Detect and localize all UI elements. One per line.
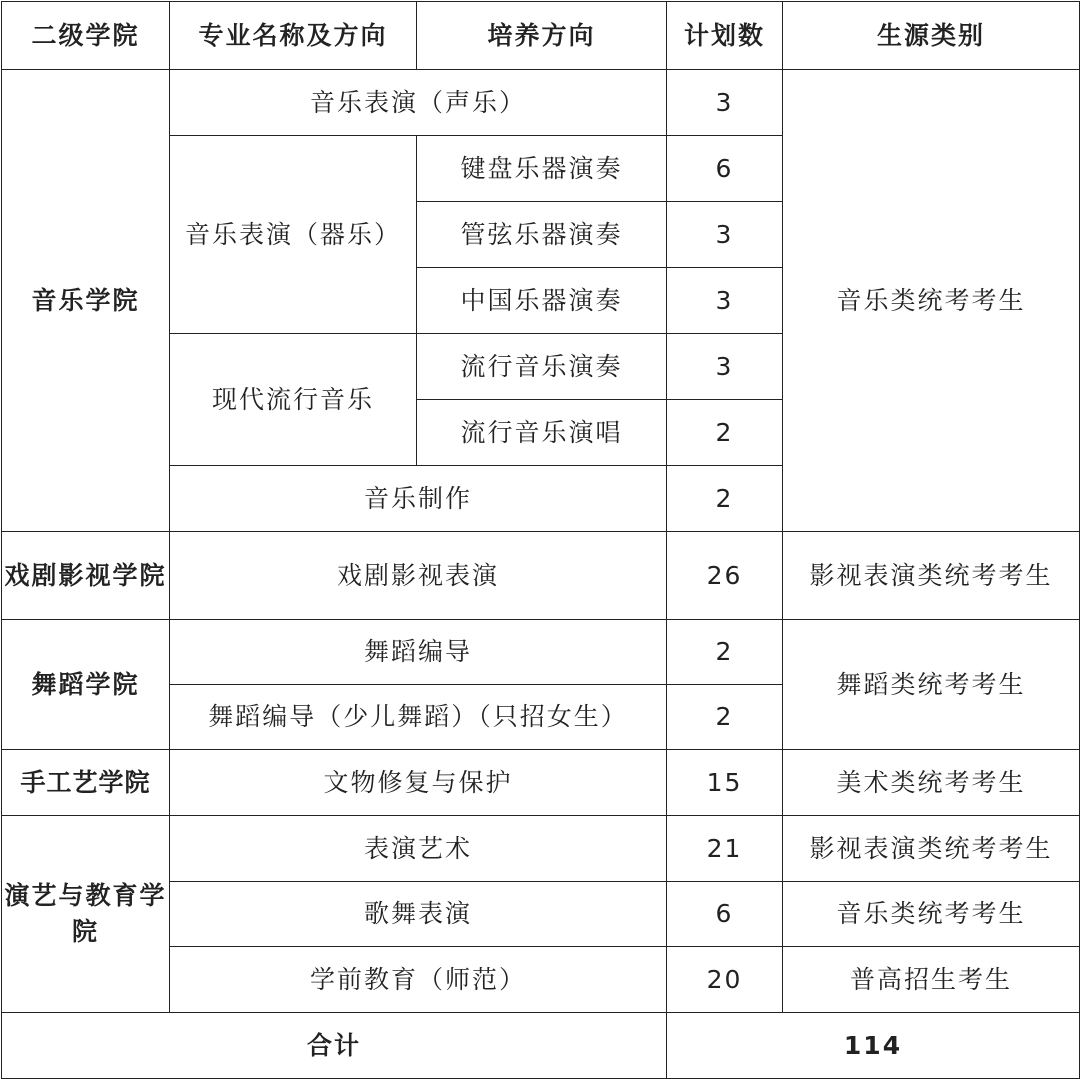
source-cell: 普高招生考生 bbox=[783, 947, 1080, 1013]
college-cell-dance: 舞蹈学院 bbox=[2, 620, 170, 750]
source-cell-music: 音乐类统考考生 bbox=[783, 70, 1080, 532]
direction-cell: 键盘乐器演奏 bbox=[417, 136, 667, 202]
header-plan: 计划数 bbox=[667, 2, 783, 70]
major-cell: 表演艺术 bbox=[170, 816, 667, 882]
major-cell: 歌舞表演 bbox=[170, 882, 667, 947]
source-cell: 音乐类统考考生 bbox=[783, 882, 1080, 947]
major-cell: 舞蹈编导 bbox=[170, 620, 667, 685]
plan-cell: 3 bbox=[667, 334, 783, 400]
major-cell: 音乐制作 bbox=[170, 466, 667, 532]
direction-cell: 管弦乐器演奏 bbox=[417, 202, 667, 268]
plan-cell: 2 bbox=[667, 685, 783, 750]
college-cell-music: 音乐学院 bbox=[2, 70, 170, 532]
plan-cell: 15 bbox=[667, 750, 783, 816]
source-cell-dance: 舞蹈类统考考生 bbox=[783, 620, 1080, 750]
plan-cell: 20 bbox=[667, 947, 783, 1013]
plan-cell: 21 bbox=[667, 816, 783, 882]
major-cell: 现代流行音乐 bbox=[170, 334, 417, 466]
major-cell: 舞蹈编导（少儿舞蹈）（只招女生） bbox=[170, 685, 667, 750]
college-cell-drama: 戏剧影视学院 bbox=[2, 532, 170, 620]
table-row bbox=[2, 70, 1080, 136]
plan-cell: 2 bbox=[667, 466, 783, 532]
plan-cell: 3 bbox=[667, 268, 783, 334]
header-row bbox=[2, 2, 1080, 70]
source-cell: 影视表演类统考考生 bbox=[783, 816, 1080, 882]
major-cell: 学前教育（师范） bbox=[170, 947, 667, 1013]
header-source: 生源类别 bbox=[783, 2, 1080, 70]
major-cell: 音乐表演（器乐） bbox=[170, 136, 417, 334]
college-cell-craft: 手工艺学院 bbox=[2, 750, 170, 816]
header-direction: 培养方向 bbox=[417, 2, 667, 70]
table-row bbox=[2, 750, 1080, 816]
direction-cell: 中国乐器演奏 bbox=[417, 268, 667, 334]
total-label: 合计 bbox=[2, 1013, 667, 1079]
table-row bbox=[2, 620, 1080, 685]
total-row bbox=[2, 1013, 1080, 1079]
plan-cell: 3 bbox=[667, 70, 783, 136]
table-row bbox=[2, 532, 1080, 620]
header-major: 专业名称及方向 bbox=[170, 2, 417, 70]
source-cell: 美术类统考考生 bbox=[783, 750, 1080, 816]
plan-cell: 3 bbox=[667, 202, 783, 268]
direction-cell: 流行音乐演唱 bbox=[417, 400, 667, 466]
direction-cell: 流行音乐演奏 bbox=[417, 334, 667, 400]
enrollment-plan-table bbox=[1, 1, 1080, 1079]
college-cell-perform-edu: 演艺与教育学院 bbox=[2, 816, 170, 1013]
header-college: 二级学院 bbox=[2, 2, 170, 70]
major-cell: 文物修复与保护 bbox=[170, 750, 667, 816]
source-cell: 影视表演类统考考生 bbox=[783, 532, 1080, 620]
plan-cell: 2 bbox=[667, 400, 783, 466]
major-cell: 戏剧影视表演 bbox=[170, 532, 667, 620]
plan-cell: 6 bbox=[667, 136, 783, 202]
major-cell: 音乐表演（声乐） bbox=[170, 70, 667, 136]
table-row bbox=[2, 816, 1080, 882]
plan-cell: 26 bbox=[667, 532, 783, 620]
total-value: 114 bbox=[667, 1013, 1080, 1079]
plan-cell: 6 bbox=[667, 882, 783, 947]
plan-cell: 2 bbox=[667, 620, 783, 685]
